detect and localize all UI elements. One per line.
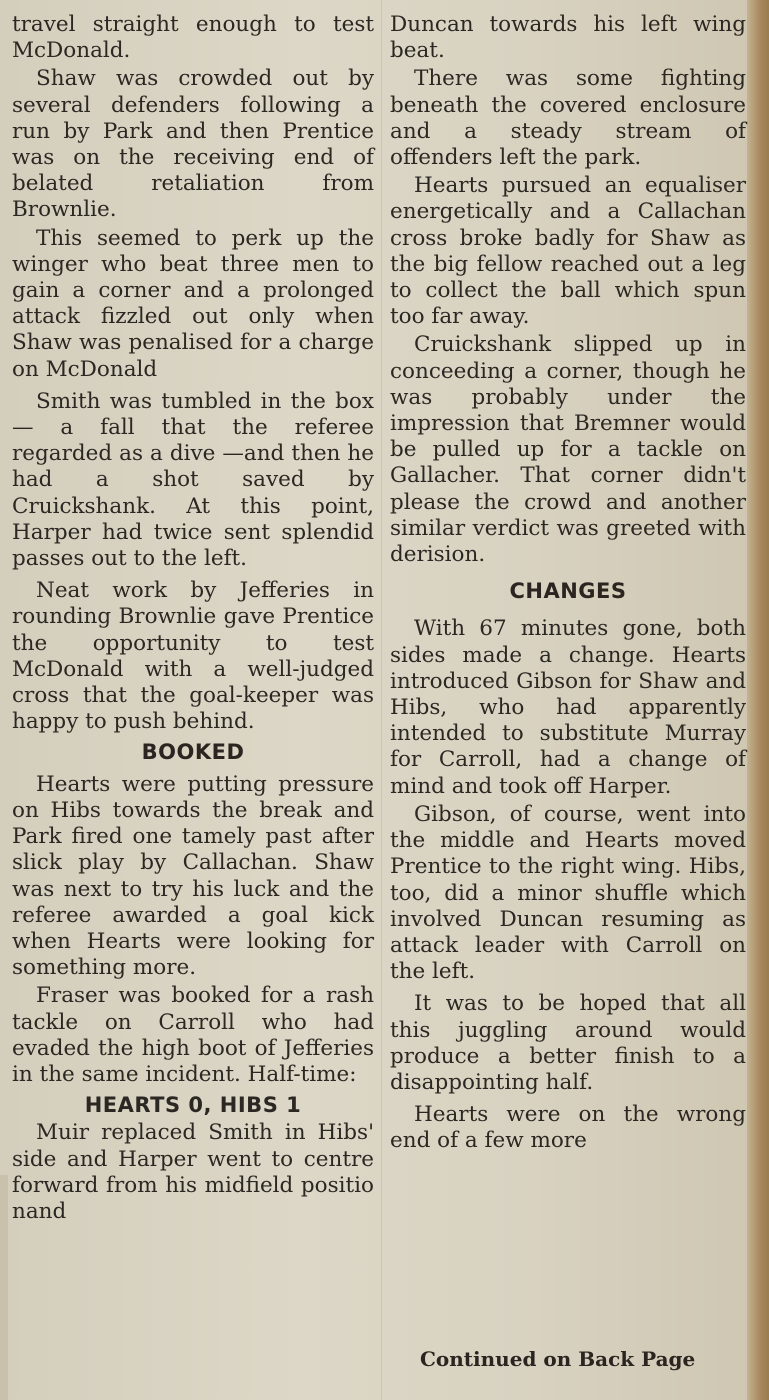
paragraph: This seemed to perk up the winger who beat three men to gain a corner and a prolonged attack fizzled out only when Shaw was penalised for a charge on McDonald xyxy=(12,225,374,382)
half-time-score: HEARTS 0, HIBS 1 xyxy=(84,1093,302,1118)
paragraph: There was some fighting beneath the covered enclosure and a steady stream of offenders left the park. xyxy=(390,66,746,171)
paragraph: Hearts pursued an equaliser energetically and a Callachan cross broke badly for Shaw as the big fellow reached out a leg to collect the ball which spun too far away. xyxy=(390,173,746,330)
paragraph: Cruickshank slipped up in conceeding a corner, though he was probably under the impression that Bremner would be pulled up for a tackle on Gallacher. That corner didn't please the crowd and another similar verdict was greeted with derision. xyxy=(390,332,746,568)
paragraph: travel straight enough to test McDonald. xyxy=(12,12,374,64)
subheading-booked: BOOKED xyxy=(141,740,245,765)
paragraph: Fraser was booked for a rash tackle on Carroll who had evaded the high boot of Jefferies in the same incident. Half-time: xyxy=(12,983,374,1087)
column-divider xyxy=(381,0,382,1400)
paragraph: Shaw was crowded out by several defenders following a run by Park and then Prentice was on the receiving end of belated retaliation from Brownlie. xyxy=(12,66,374,223)
paragraph: It was to be hoped that all this juggling around would produce a better finish to a disappointing half. xyxy=(390,991,746,1095)
paragraph: Duncan towards his left wing beat. xyxy=(390,12,746,64)
subheading-changes: CHANGES xyxy=(509,579,627,604)
paragraph: Muir replaced Smith in Hibs' side and Harper went to centre forward from his midfield positio nand xyxy=(12,1120,374,1224)
paragraph: With 67 minutes gone, both sides made a change. Hearts introduced Gibson for Shaw and Hibs, who had apparently intended to substitute Murray for Carroll, had a change of mind and took off Harper. xyxy=(390,616,746,799)
paragraph: Gibson, of course, went into the middle and Hearts moved Prentice to the right wing. Hibs, too, did a minor shuffle which involved Duncan resuming as attack leader with Carroll on the left. xyxy=(390,801,746,985)
paragraph: Smith was tumbled in the box — a fall that the referee regarded as a dive —and then he had a shot saved by Cruickshank. At this point, Harper had twice sent splendid passes out to the left. xyxy=(12,388,374,572)
page-edge xyxy=(747,0,769,1400)
left-margin-strip xyxy=(0,1175,8,1400)
left-column xyxy=(12,12,374,1225)
paragraph: Hearts were putting pressure on Hibs towards the break and Park fired one tamely past after slick play by Callachan. Shaw was next to try his luck and the referee awarded a goal kick when Hearts were looking for something more. xyxy=(12,771,374,981)
paragraph: Hearts were on the wrong end of a few more xyxy=(390,1102,746,1154)
right-column xyxy=(390,12,746,1155)
paragraph: Neat work by Jefferies in rounding Brownlie gave Prentice the opportunity to test McDonald with a well-judged cross that the goal-keeper was happy to push behind. xyxy=(12,578,374,735)
continued-on-back-page: Continued on Back Page xyxy=(420,1347,696,1371)
